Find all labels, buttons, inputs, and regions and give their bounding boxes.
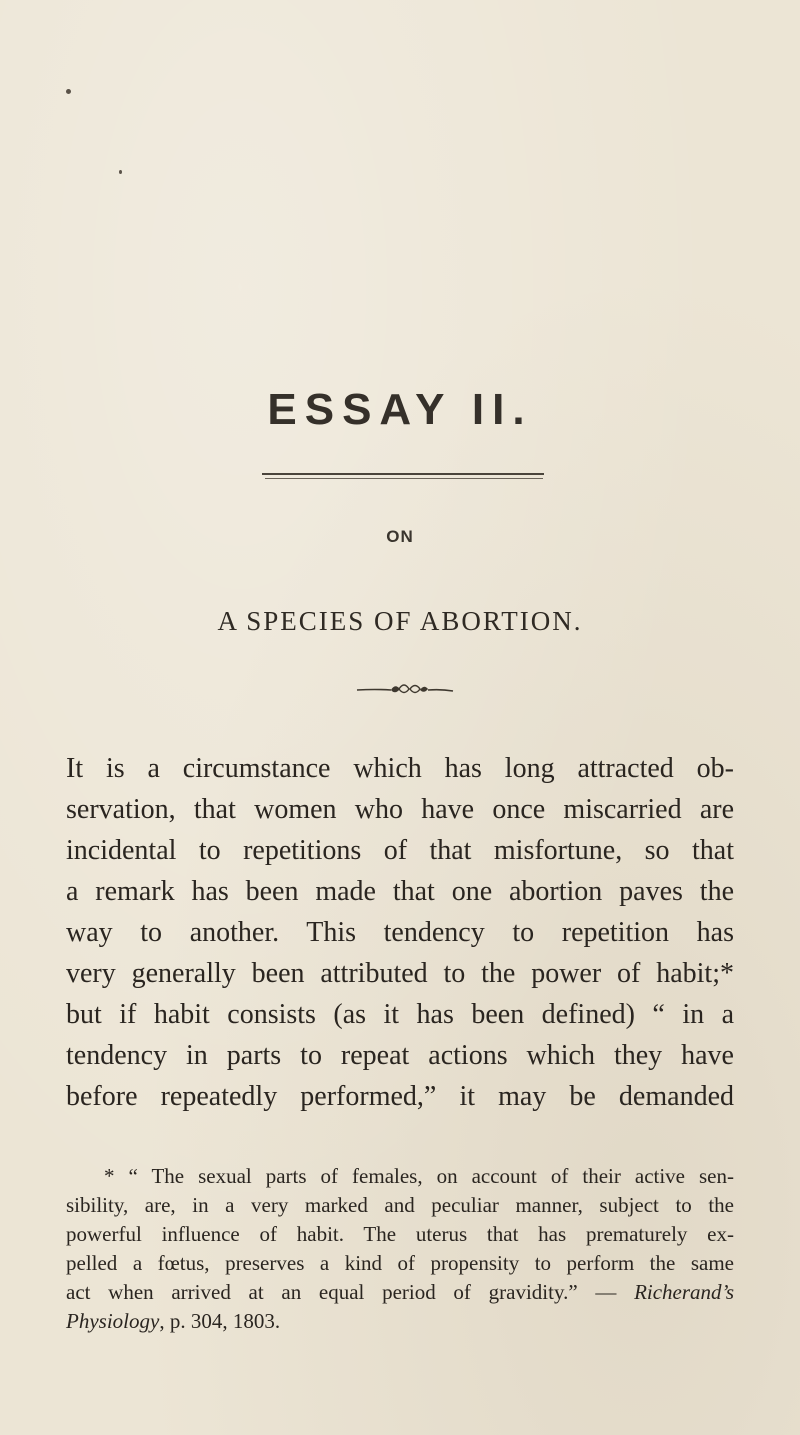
paper-speck — [119, 170, 122, 174]
body-line: servation, that women who have once miscarried are — [66, 794, 734, 825]
essay-on-label: ON — [386, 527, 414, 546]
essay-subtitle: A SPECIES OF ABORTION. — [217, 606, 583, 636]
paper-speck — [66, 89, 71, 94]
body-line: but if habit consists (as it has been defined) “ in a — [66, 999, 734, 1030]
essay-title: ESSAY II. — [267, 385, 533, 434]
footnote-citation-details: , p. 304, 1803. — [159, 1309, 281, 1333]
body-line: a remark has been made that one abortion paves the — [66, 876, 734, 907]
title-rule — [262, 473, 544, 475]
footnote-text: act when arrived at an equal period of gravidity.” — — [66, 1280, 635, 1304]
body-line: incidental to repetitions of that misfortune, so that — [66, 835, 734, 866]
footnote-citation-author: Richerand’s — [634, 1280, 734, 1304]
footnote-line — [66, 1307, 734, 1336]
essay-body — [66, 748, 734, 1117]
body-line: tendency in parts to repeat actions which they have — [66, 1040, 734, 1071]
footnote-line: powerful influence of habit. The uterus that has prematurely ex- — [66, 1222, 734, 1246]
footnote — [66, 1162, 734, 1336]
footnote-line: * “ The sexual parts of females, on account of their active sen- — [104, 1164, 734, 1188]
title-rule-thin — [265, 478, 543, 479]
footnote-line: pelled a fœtus, preserves a kind of propensity to perform the same — [66, 1251, 734, 1275]
footnote-line — [66, 1278, 734, 1307]
body-line: It is a circumstance which has long attracted ob- — [66, 753, 734, 784]
footnote-line: sibility, are, in a very marked and peculiar manner, subject to the — [66, 1193, 734, 1217]
ornament-flourish — [355, 681, 455, 697]
body-line: before repeatedly performed,” it may be demanded — [66, 1081, 734, 1112]
body-line: way to another. This tendency to repetition has — [66, 917, 734, 948]
body-line: very generally been attributed to the power of habit;* — [66, 958, 734, 989]
footnote-citation-title: Physiology — [66, 1309, 160, 1333]
